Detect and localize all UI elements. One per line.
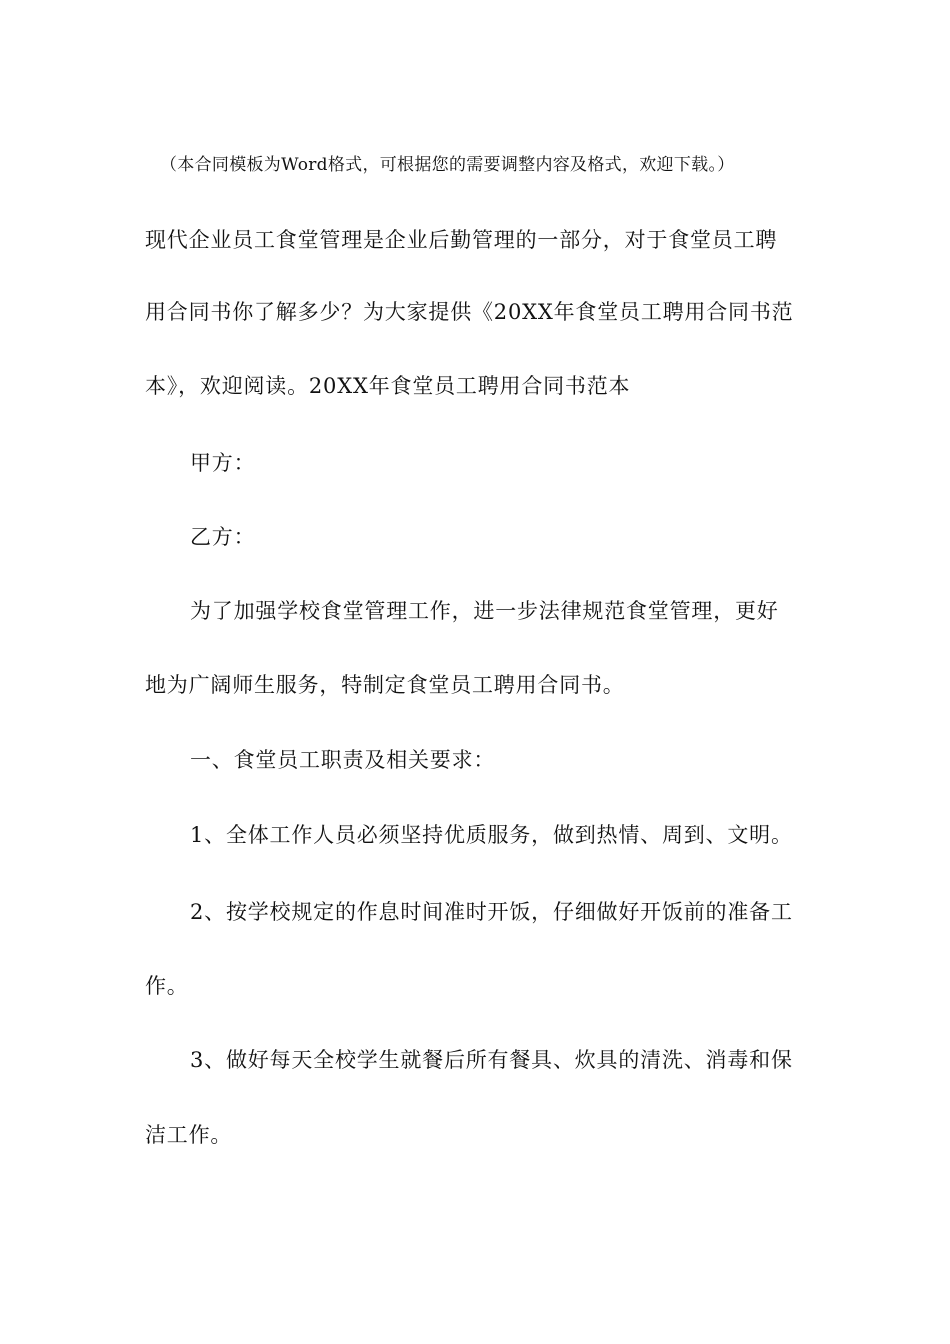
intro-line-2: 用合同书你了解多少？为大家提供《20XX年食堂员工聘用合同书范 bbox=[145, 300, 794, 324]
intro-line-1: 现代企业员工食堂管理是企业后勤管理的一部分，对于食堂员工聘 bbox=[145, 228, 778, 252]
section-heading-1: 一、食堂员工职责及相关要求： bbox=[190, 748, 496, 772]
purpose-line-2: 地为广阔师生服务，特制定食堂员工聘用合同书。 bbox=[145, 673, 625, 697]
clause-2-line-2: 作。 bbox=[145, 974, 189, 998]
clause-1: 1、全体工作人员必须坚持优质服务，做到热情、周到、文明。 bbox=[190, 823, 793, 847]
intro-line-3: 本》，欢迎阅读。20XX年食堂员工聘用合同书范本 bbox=[145, 374, 631, 398]
purpose-line-1: 为了加强学校食堂管理工作，进一步法律规范食堂管理，更好 bbox=[190, 599, 779, 623]
party-a-label: 甲方： bbox=[190, 451, 256, 475]
party-b-label: 乙方： bbox=[190, 525, 256, 549]
clause-3-line-2: 洁工作。 bbox=[145, 1123, 233, 1147]
template-note: （本合同模板为Word格式，可根据您的需要调整内容及格式，欢迎下载。） bbox=[160, 155, 735, 175]
clause-3-line-1: 3、做好每天全校学生就餐后所有餐具、炊具的清洗、消毒和保 bbox=[190, 1048, 793, 1072]
clause-2-line-1: 2、按学校规定的作息时间准时开饭，仔细做好开饭前的准备工 bbox=[190, 900, 793, 924]
